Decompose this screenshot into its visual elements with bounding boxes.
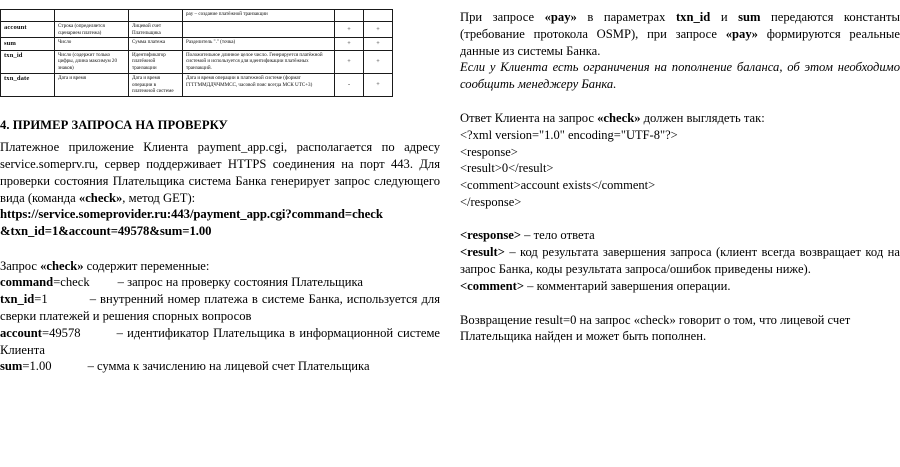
pay-command-1: «pay» [544,10,577,24]
pay-text-b: в параметрах [576,10,676,24]
cell-note-pay: pay – создание платёжной транзакции [183,10,335,22]
answer-lead [460,110,900,127]
variable-name-sum: sum [0,359,23,374]
variable-definition-account [0,325,440,359]
variables-lead-a: Запрос [0,258,41,273]
variables-lead-command-label: check [46,258,78,273]
pay-constants-paragraph [460,9,900,59]
cell-param-name: txn_date [1,73,55,96]
cell-empty-check [335,10,364,22]
pay-text-c: и [710,10,739,24]
table-row [1,38,393,50]
cell-param-type: Число (содержит только цифры, длина максимум 20 знаков) [55,50,129,73]
definition-response [460,227,900,244]
client-limits-note: Если у Клиента есть ограничения на пополнение баланса, об этом необходимо сообщить менеджеру Банка. [460,60,900,92]
cell-param-check: - [335,73,364,96]
table-row [1,73,393,96]
cell-param-pay: + [364,22,393,38]
variable-desc-account: – идентификатор Плательщика в информационной системе Клиента [0,325,440,357]
definition-comment [460,278,900,295]
cell-param-meaning: Идентификатор платёжной транзакции [129,50,183,73]
table-row [1,10,393,22]
cell-empty-name [1,10,55,22]
intro-text-a: Платежное приложение Клиента payment_app.cgi, располагается по адресу service.someprv.ru, сервер поддерживает HTTPS соединения на порт 443. Для проверки состояния Плательщика система Банка генерирует запрос следующего вида (команда [0,140,440,205]
variable-value-command: =check [53,275,90,290]
variable-desc-sum: – сумма к зачислению на лицевой счет Плательщика [87,359,370,374]
variable-definition-txnid [0,291,440,325]
variable-value-sum: =1.00 [22,359,52,374]
pay-command-2: «pay» [725,26,758,41]
right-column [450,0,900,467]
xml-line-comment: <comment>account exists</comment> [460,177,656,192]
cell-param-type: Число [55,38,129,50]
tag-result: <result> [460,245,505,260]
cell-param-check: + [335,22,364,38]
xml-line-result: <result>0</result> [460,161,554,176]
cell-empty-pay [364,10,393,22]
variable-value-txnid: =1 [34,292,48,307]
variable-desc-command: – запрос на проверку состояния Плательщика [117,275,363,290]
intro-text-b: , метод GET): [122,190,196,205]
cell-param-note: Положительное длинное целое число. Генерируется платёжной системой и используется для идентификации платёжных транзакций. [183,50,335,73]
xml-line-response-open: <response> [460,144,518,159]
variable-name-account: account [0,325,42,340]
definition-comment-text: – комментарий завершения операции. [524,278,731,293]
variables-lead [0,258,440,275]
answer-lead-command: «check» [597,111,641,126]
cell-param-check: + [335,50,364,73]
intro-paragraph [0,139,440,206]
param-sum: sum [738,10,761,24]
answer-lead-command-label: check [603,111,635,126]
variable-name-command: command [0,275,54,290]
answer-lead-a: Ответ Клиента на запрос [460,111,598,126]
cell-param-type: Дата и время [55,73,129,96]
variable-definition-command [0,274,440,291]
variables-lead-b: содержит переменные: [83,258,210,273]
cell-param-meaning: Лицевой счет Плательщика [129,22,183,38]
closing-paragraph: Возвращение result=0 на запрос «check» говорит о том, что лицевой счет Плательщика найден и может быть пополнен. [460,312,851,344]
variable-name-txnid: txn_id [0,292,35,307]
variable-value-account: =49578 [41,325,81,340]
xml-line-response-close: </response> [460,194,522,209]
cell-param-check: + [335,38,364,50]
tag-comment: <comment> [460,278,525,293]
definition-response-text: – тело ответа [521,228,595,243]
xml-line-declaration: <?xml version="1.0" encoding="UTF-8"?> [460,127,678,142]
pay-text-d: передаются константы (требование протокола OSMP), при запросе [460,10,900,41]
cell-param-meaning: Дата и время операции в платежной системе [129,73,183,96]
cell-param-note [183,22,335,38]
cell-param-name: account [1,22,55,38]
cell-param-note: Разделитель "." (точка) [183,38,335,50]
cell-empty-meaning [129,10,183,22]
param-txnid: txn_id [675,10,711,24]
cell-param-name: txn_id [1,50,55,73]
definition-result [460,244,900,278]
cell-param-meaning: Сумма платежа [129,38,183,50]
parameters-table [0,9,393,97]
table-row [1,50,393,73]
cell-param-pay: + [364,50,393,73]
cell-param-pay: + [364,38,393,50]
request-url-line-1: https://service.someprovider.ru:443/payment_app.cgi?command=check [0,207,383,222]
definition-result-text: – код результата завершения запроса (клиент всегда возвращает код на запрос Банка, коды результата запроса/ошибок приведены ниже). [460,245,900,276]
request-url-line-2: &txn_id=1&account=49578&sum=1.00 [0,224,212,239]
cell-param-note: Дата и время операции в платежной системе (формат ГГГГММДДЧЧММСС, часовой пояс всегда МСК UTC+3) [183,73,335,96]
cell-param-type: Строка (определяется сценарием платежа) [55,22,129,38]
answer-lead-b: должен выглядеть так: [640,111,765,126]
tag-response: <response> [460,228,522,243]
cell-empty-type [55,10,129,22]
variable-definition-sum [0,358,440,375]
section-heading: 4. ПРИМЕР ЗАПРОСА НА ПРОВЕРКУ [0,117,228,132]
pay-command-1-label: pay [550,10,571,24]
pay-text-e: формируются реальные данные из системы Банка. [460,26,900,58]
intro-command-check: «check» [78,190,123,205]
pay-text-a: При запросе [460,10,545,24]
variable-desc-txnid: – внутренний номер платежа в системе Банка, используется для сверки платежей и решения спорных вопросов [0,292,440,324]
variables-lead-command: «check» [40,258,84,273]
cell-param-pay: + [364,73,393,96]
pay-command-2-label: pay [732,26,752,41]
table-row [1,22,393,38]
intro-command-label: check [85,190,116,205]
cell-param-name: sum [1,38,55,50]
